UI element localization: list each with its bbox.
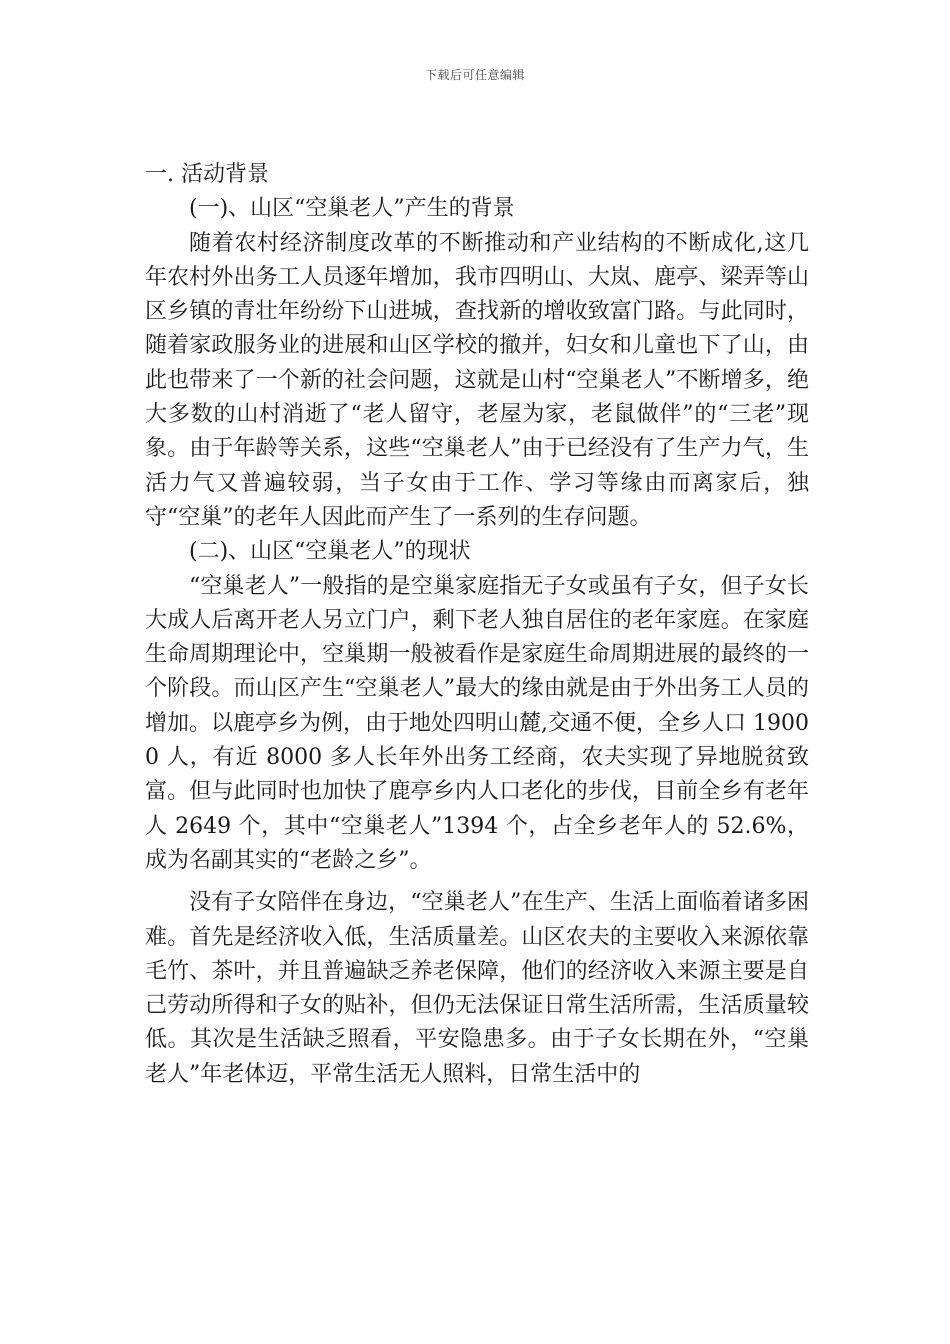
paragraph-status: “空巢老人”一般指的是空巢家庭指无子女或虽有子女，但子女长大成人后离开老人另立门户，剩下老人独自居住的老年家庭。在家庭生命周期理论中，空巢期一般被看作是家庭生命周期进展的最终的一个阶段。而山区产生“空巢老人”最大的缘由就是由于外出务工人员的增加。以鹿亭乡为例，由于地处四明山麓,交通不便，全乡人口 19000 人，有近 8000 多人长年外出务工经商，农夫实现了异地脱贫致富。但与此同时也加快了鹿亭乡内人口老化的步伐，目前全乡有老年人 2649 个，其中“空巢老人”1394 个，占全乡老年人的 52.6%，成为名副其实的“老龄之乡”。 <box>145 573 809 873</box>
subheading-status: (二)、山区“空巢老人”的现状 <box>189 539 471 565</box>
document-body <box>145 158 809 1092</box>
subheading-background: (一)、山区“空巢老人”产生的背景 <box>189 196 515 222</box>
section-title: 一. 活动背景 <box>145 162 269 187</box>
paragraph-difficulties: 没有子女陪伴在身边，“空巢老人”在生产、生活上面临着诸多困难。首先是经济收入低，生活质量差。山区农夫的主要收入来源依靠毛竹、茶叶，并且普遍缺乏养老保障，他们的经济收入来源主要是自己劳动所得和子女的贴补，但仍无法保证日常生活所需，生活质量较低。其次是生活缺乏照看，平安隐患多。由于子女长期在外，“空巢老人”年老体迈，平常生活无人照料，日常生活中的 <box>145 890 809 1087</box>
page-header: 下载后可任意编辑 <box>424 68 525 82</box>
paragraph-background: 随着农村经济制度改革的不断推动和产业结构的不断成化,这几年农村外出务工人员逐年增加，我市四明山、大岚、鹿亭、梁弄等山区乡镇的青壮年纷纷下山进城，查找新的增收致富门路。与此同时，随着家政服务业的进展和山区学校的撤并，妇女和儿童也下了山，由此也带来了一个新的社会问题，这就是山村“空巢老人”不断增多，绝大多数的山村消逝了“老人留守，老屋为家，老鼠做伴”的“三老”现象。由于年龄等关系，这些“空巢老人”由于已经没有了生产力气，生活力气又普遍较弱，当子女由于工作、学习等缘由而离家后，独守“空巢”的老年人因此而产生了一系列的生存问题。 <box>145 230 809 530</box>
